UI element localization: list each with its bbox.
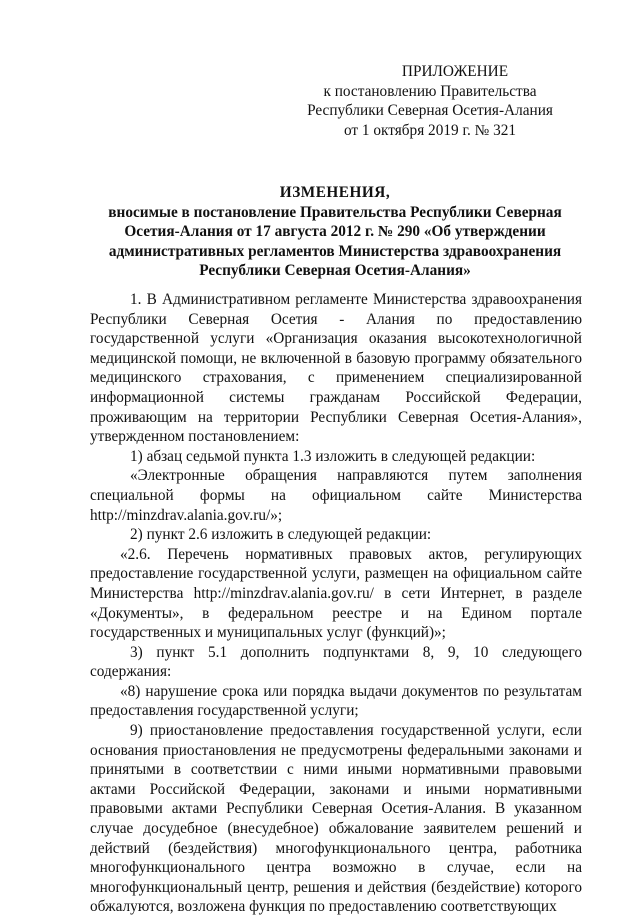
- paragraph: 3) пункт 5.1 дополнить подпунктами 8, 9, 10 следующего содержания:: [90, 643, 582, 681]
- annex-block: [300, 62, 560, 140]
- document-title: [90, 183, 580, 281]
- paragraph: «Электронные обращения направляются путем заполнения специальной формы на официальном сайте Министерства http://minzdrav.alania.gov.ru/»;: [90, 467, 582, 524]
- annex-line: к постановлению Правительства: [323, 82, 537, 100]
- paragraph: 1. В Административном регламенте Министерства здравоохранения Республики Северная Осетия - Алания по предоставлению государственной услуги «Организация оказания высокотехнологичной медицинской помощи, не включенной в базовую программу обязательного медицинского страхования, с применением специализированной информационной системы гражданам Российской Федерации, проживающим на территории Республики Северная Осетия-Алания», утвержденном постановлением:: [90, 291, 582, 446]
- paragraph: 9) приостановление предоставления государственной услуги, если основания приостановления не предусмотрены федеральными законами и принятыми в соответствии с ними иными нормативными правовыми актами Российской Федерации, законами и иными нормативными правовыми актами Республики Северная Осетия-Алания. В указанном случае досудебное (внесудебное) обжалование заявителем решений и действий (бездействия) многофункционального центра, работника многофункционального центра возможно в случае, если на многофункциональный центр, решения и действия (бездействие) которого обжалуются, возложена функция по предоставлению соответствующих: [90, 722, 582, 916]
- annex-heading: ПРИЛОЖЕНИЕ: [401, 63, 509, 80]
- annex-line: Республики Северная Осетия-Алания: [307, 102, 553, 120]
- title-text: вносимые в постановление Правительства Республики Северная Осетия-Алания от 17 августа 2012 г. № 290 «Об утверждении административных регламентов Министерства здравоохранения Республики Северная Осетия-Алания»: [108, 203, 562, 280]
- paragraph: 1) абзац седьмой пункта 1.3 изложить в следующей редакции:: [130, 447, 536, 465]
- document-body: [90, 290, 582, 917]
- title-heading: ИЗМЕНЕНИЯ,: [279, 184, 391, 201]
- paragraph: «2.6. Перечень нормативных правовых актов, регулирующих предоставление государственной услуги, размещен на официальном сайте Министерства http://minzdrav.alania.gov.ru/ в сети Интернет, в разделе «Документы», в федеральном реестре и на Едином портале государственных и муниципальных услуг (функций)»;: [90, 545, 582, 642]
- paragraph: «8) нарушение срока или порядка выдачи документов по результатам предоставления государственной услуги;: [90, 682, 582, 720]
- annex-date-number: от 1 октября 2019 г. № 321: [343, 121, 517, 139]
- paragraph: 2) пункт 2.6 изложить в следующей редакции:: [130, 526, 432, 544]
